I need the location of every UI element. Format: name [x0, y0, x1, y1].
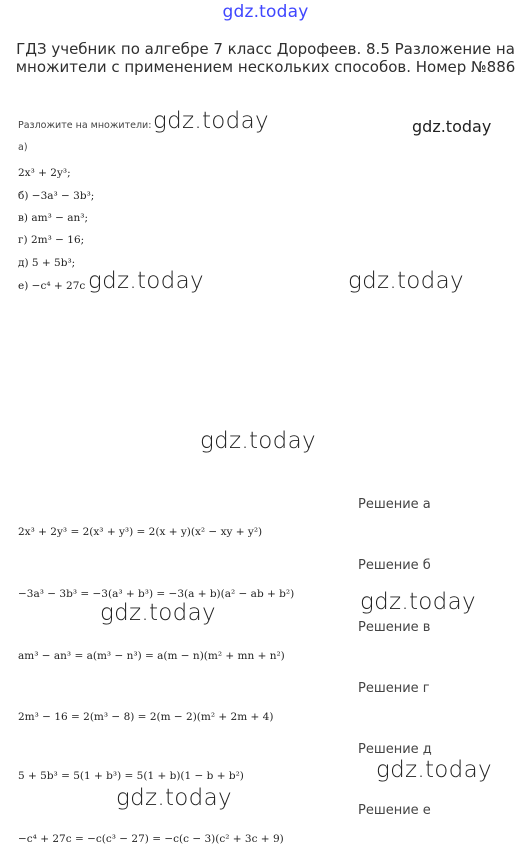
task-item-label-g: г)	[18, 234, 28, 246]
watermark: gdz.today	[153, 108, 269, 134]
solution-expr-e: −c⁴ + 27c = −c(c³ − 27) = −c(c − 3)(c² + 3c + 9)	[18, 833, 284, 845]
task-item-label-b: б)	[18, 190, 29, 202]
solution-heading-e: Решение е	[358, 803, 431, 818]
solution-heading-g: Решение г	[358, 681, 430, 696]
task-item-expr-b: −3a³ − 3b³;	[31, 190, 95, 202]
task-item-expr-g: 2m³ − 16;	[30, 234, 85, 246]
solution-expr-a: 2x³ + 2y³ = 2(x³ + y³) = 2(x + y)(x² − xy + y²)	[18, 526, 263, 538]
task-item-d	[18, 257, 75, 269]
solution-heading-v: Решение в	[358, 620, 431, 635]
task-item-expr-a: 2x³ + 2y³;	[18, 167, 71, 179]
task-instruction: Разложите на множители:	[18, 120, 152, 131]
task-item-expr-v: am³ − an³;	[31, 212, 89, 224]
task-item-v	[18, 212, 88, 224]
watermark: gdz.today	[376, 757, 492, 783]
task-item-b	[18, 190, 94, 202]
solution-expr-b: −3a³ − 3b³ = −3(a³ + b³) = −3(a + b)(a² − ab + b²)	[18, 588, 295, 600]
watermark: gdz.today	[412, 117, 492, 136]
task-item-label-e: е)	[18, 280, 29, 292]
solution-expr-v: am³ − an³ = a(m³ − n³) = a(m − n)(m² + mn + n²)	[18, 650, 285, 662]
watermark: gdz.today	[200, 428, 316, 454]
watermark: gdz.today	[348, 268, 464, 294]
task-item-e	[18, 280, 85, 292]
task-item-expr-d: 5 + 5b³;	[31, 257, 76, 269]
site-logo[interactable]: gdz.today	[222, 2, 309, 22]
task-item-label-a: а)	[18, 142, 28, 153]
watermark: gdz.today	[100, 600, 216, 626]
task-item-label-d: д)	[18, 257, 29, 269]
task-item-g	[18, 234, 84, 246]
watermark: gdz.today	[116, 785, 232, 811]
solution-expr-g: 2m³ − 16 = 2(m³ − 8) = 2(m − 2)(m² + 2m + 4)	[18, 711, 274, 723]
solution-heading-b: Решение б	[358, 558, 431, 573]
watermark: gdz.today	[360, 589, 476, 615]
solution-heading-a: Решение а	[358, 497, 431, 512]
page-title: ГДЗ учебник по алгебре 7 класс Дорофеев. 8.5 Разложение на множители с применением нескольких способов. Номер №886	[15, 40, 516, 76]
task-item-expr-e: −c⁴ + 27c	[31, 280, 86, 292]
watermark: gdz.today	[88, 268, 204, 294]
task-item-label-v: в)	[18, 212, 29, 224]
solution-expr-d: 5 + 5b³ = 5(1 + b³) = 5(1 + b)(1 − b + b²)	[18, 770, 244, 782]
solution-heading-d: Решение д	[358, 742, 432, 757]
